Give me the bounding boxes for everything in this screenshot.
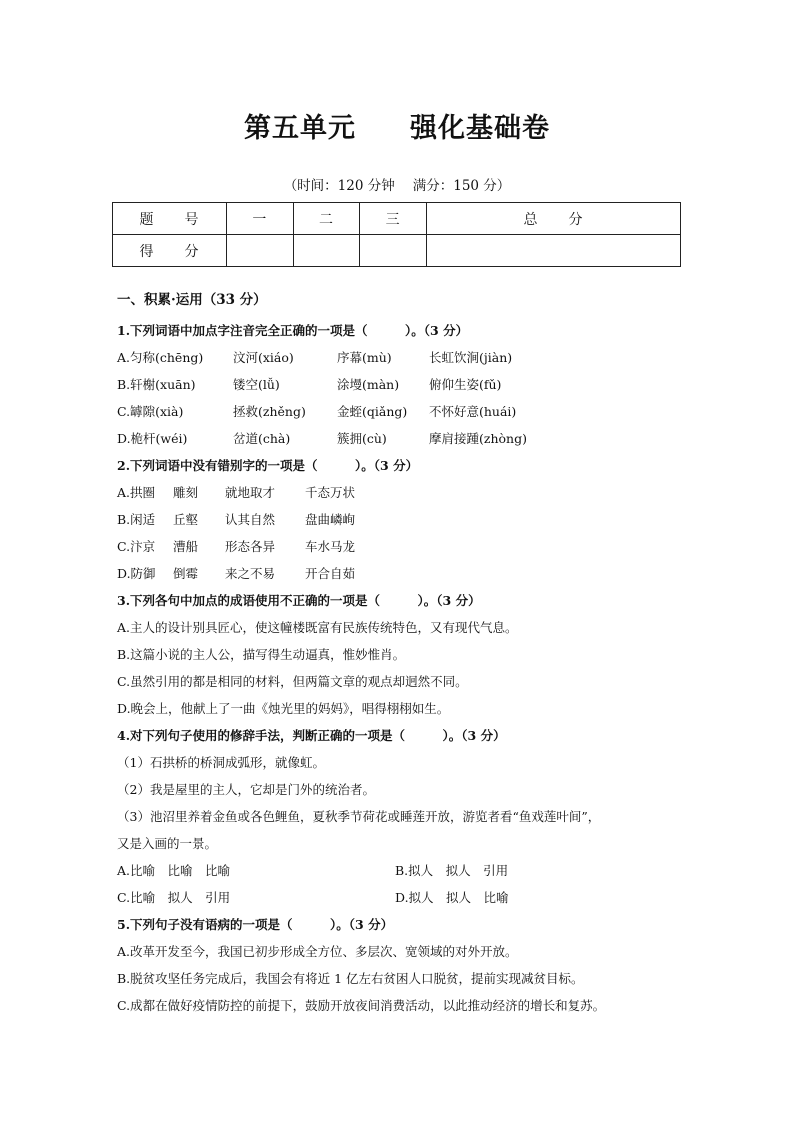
question-3-option-c: C.虽然引用的都是相同的材料，但两篇文章的观点却迥然不同。 <box>117 674 468 689</box>
question-4-option-d: D.拟人 拟人 比喻 <box>395 890 509 905</box>
question-2-option-b <box>117 509 677 536</box>
title-part2: 强化基础卷 <box>410 113 550 144</box>
option-term: A.匀称(chēng) <box>117 350 204 365</box>
option-term: 长虹饮涧(jiàn) <box>429 350 513 365</box>
score-input-1[interactable] <box>227 235 294 267</box>
option-term: 就地取才 <box>225 485 276 500</box>
option-term: 雕刻 <box>173 485 199 500</box>
question-4-sentence-3: （3）池沼里养着金鱼或各色鲤鱼，夏秋季节荷花或睡莲开放，游览者看“鱼戏莲叶间”， <box>117 809 601 824</box>
option-term: D.桅杆(wéi) <box>117 431 188 446</box>
exam-content <box>117 290 677 1022</box>
option-term: 序幕(mù) <box>337 350 392 365</box>
exam-info <box>0 174 794 194</box>
option-term: 来之不易 <box>225 566 276 581</box>
question-4-sentence-2: （2）我是屋里的主人，它却是门外的统治者。 <box>117 782 375 797</box>
option-term: 岔道(chà) <box>233 431 291 446</box>
question-1-option-d <box>117 428 677 455</box>
question-1-option-c <box>117 401 677 428</box>
score-input-3[interactable] <box>360 235 427 267</box>
question-1-option-a <box>117 347 677 374</box>
option-term: 金蛭(qiǎng) <box>337 404 408 419</box>
option-term: 形态各异 <box>225 539 276 554</box>
question-1-stem: 1.下列词语中加点字注音完全正确的一项是（ ）。（3 分） <box>117 323 469 338</box>
question-3-option-b: B.这篇小说的主人公，描写得生动逼真，惟妙惟肖。 <box>117 647 406 662</box>
cell-question-number-label: 题 号 <box>113 203 227 235</box>
cell-section-3: 三 <box>360 203 427 235</box>
question-5-option-b: B.脱贫攻坚任务完成后，我国会有将近 1 亿左右贫困人口脱贫，提前实现减贫目标。 <box>117 971 584 986</box>
option-term: 涂墁(màn) <box>337 377 400 392</box>
question-4-stem: 4.对下列句子使用的修辞手法，判断正确的一项是（ ）。（3 分） <box>117 728 506 743</box>
section-heading: 一、积累·运用（33 分） <box>117 292 267 308</box>
option-term: 千态万状 <box>305 485 356 500</box>
question-4-option-a: A.比喻 比喻 比喻 <box>117 863 231 878</box>
option-term: C.汴京 <box>117 539 156 554</box>
option-term: 拯救(zhěng) <box>233 404 306 419</box>
option-term: 汶河(xiáo) <box>233 350 294 365</box>
question-3-option-a: A.主人的设计别具匠心，使这幢楼既富有民族传统特色，又有现代气息。 <box>117 620 518 635</box>
option-term: 认其自然 <box>225 512 276 527</box>
full-score: 满分：150 分） <box>412 178 511 194</box>
option-term: A.拱圈 <box>117 485 156 500</box>
question-3-option-d: D.晚会上，他献上了一曲《烛光里的妈妈》，唱得栩栩如生。 <box>117 701 450 716</box>
question-4-options-ab <box>117 860 677 887</box>
option-term: B.闲适 <box>117 512 156 527</box>
score-input-total[interactable] <box>426 235 680 267</box>
question-2-option-d <box>117 563 677 590</box>
title-part1: 第五单元 <box>244 113 356 144</box>
option-term: 摩肩接踵(zhòng) <box>429 431 527 446</box>
option-term: 漕船 <box>173 539 199 554</box>
cell-total: 总 分 <box>426 203 680 235</box>
option-term: 车水马龙 <box>305 539 356 554</box>
question-4-sentence-1: （1）石拱桥的桥洞成弧形，就像虹。 <box>117 755 325 770</box>
question-2-stem: 2.下列词语中没有错别字的一项是（ ）。（3 分） <box>117 458 419 473</box>
question-2-option-c <box>117 536 677 563</box>
option-term: 不怀好意(huái) <box>429 404 517 419</box>
score-input-2[interactable] <box>293 235 360 267</box>
option-term: C.罅隙(xià) <box>117 404 184 419</box>
question-2-option-a <box>117 482 677 509</box>
question-1-option-b <box>117 374 677 401</box>
score-table-header-row <box>113 203 681 235</box>
question-4-options-cd <box>117 887 677 914</box>
question-5-option-c: C.成都在做好疫情防控的前提下，鼓励开放夜间消费活动，以此推动经济的增长和复苏。 <box>117 998 606 1013</box>
option-term: 盘曲嶙峋 <box>305 512 356 527</box>
option-term: 倒霉 <box>173 566 199 581</box>
time-limit: （时间：120 分钟 <box>283 178 395 194</box>
option-term: 簇拥(cù) <box>337 431 387 446</box>
score-table-score-row <box>113 235 681 267</box>
cell-section-1: 一 <box>227 203 294 235</box>
question-4-sentence-3-cont: 又是入画的一景。 <box>117 836 218 851</box>
option-term: B.轩榭(xuān) <box>117 377 196 392</box>
question-3-stem: 3.下列各句中加点的成语使用不正确的一项是（ ）。（3 分） <box>117 593 481 608</box>
score-table <box>112 202 681 267</box>
option-term: 俯仰生姿(fǔ) <box>429 377 502 392</box>
cell-section-2: 二 <box>293 203 360 235</box>
question-5-stem: 5.下列句子没有语病的一项是（ ）。（3 分） <box>117 917 394 932</box>
option-term: 镂空(lǚ) <box>233 377 280 392</box>
cell-score-label: 得 分 <box>113 235 227 267</box>
question-4-option-b: B.拟人 拟人 引用 <box>395 863 509 878</box>
option-term: 丘壑 <box>173 512 199 527</box>
question-5-option-a: A.改革开发至今，我国已初步形成全方位、多层次、宽领域的对外开放。 <box>117 944 518 959</box>
page-title <box>0 106 794 145</box>
question-4-option-c: C.比喻 拟人 引用 <box>117 890 231 905</box>
option-term: 开合自茹 <box>305 566 356 581</box>
option-term: D.防御 <box>117 566 156 581</box>
